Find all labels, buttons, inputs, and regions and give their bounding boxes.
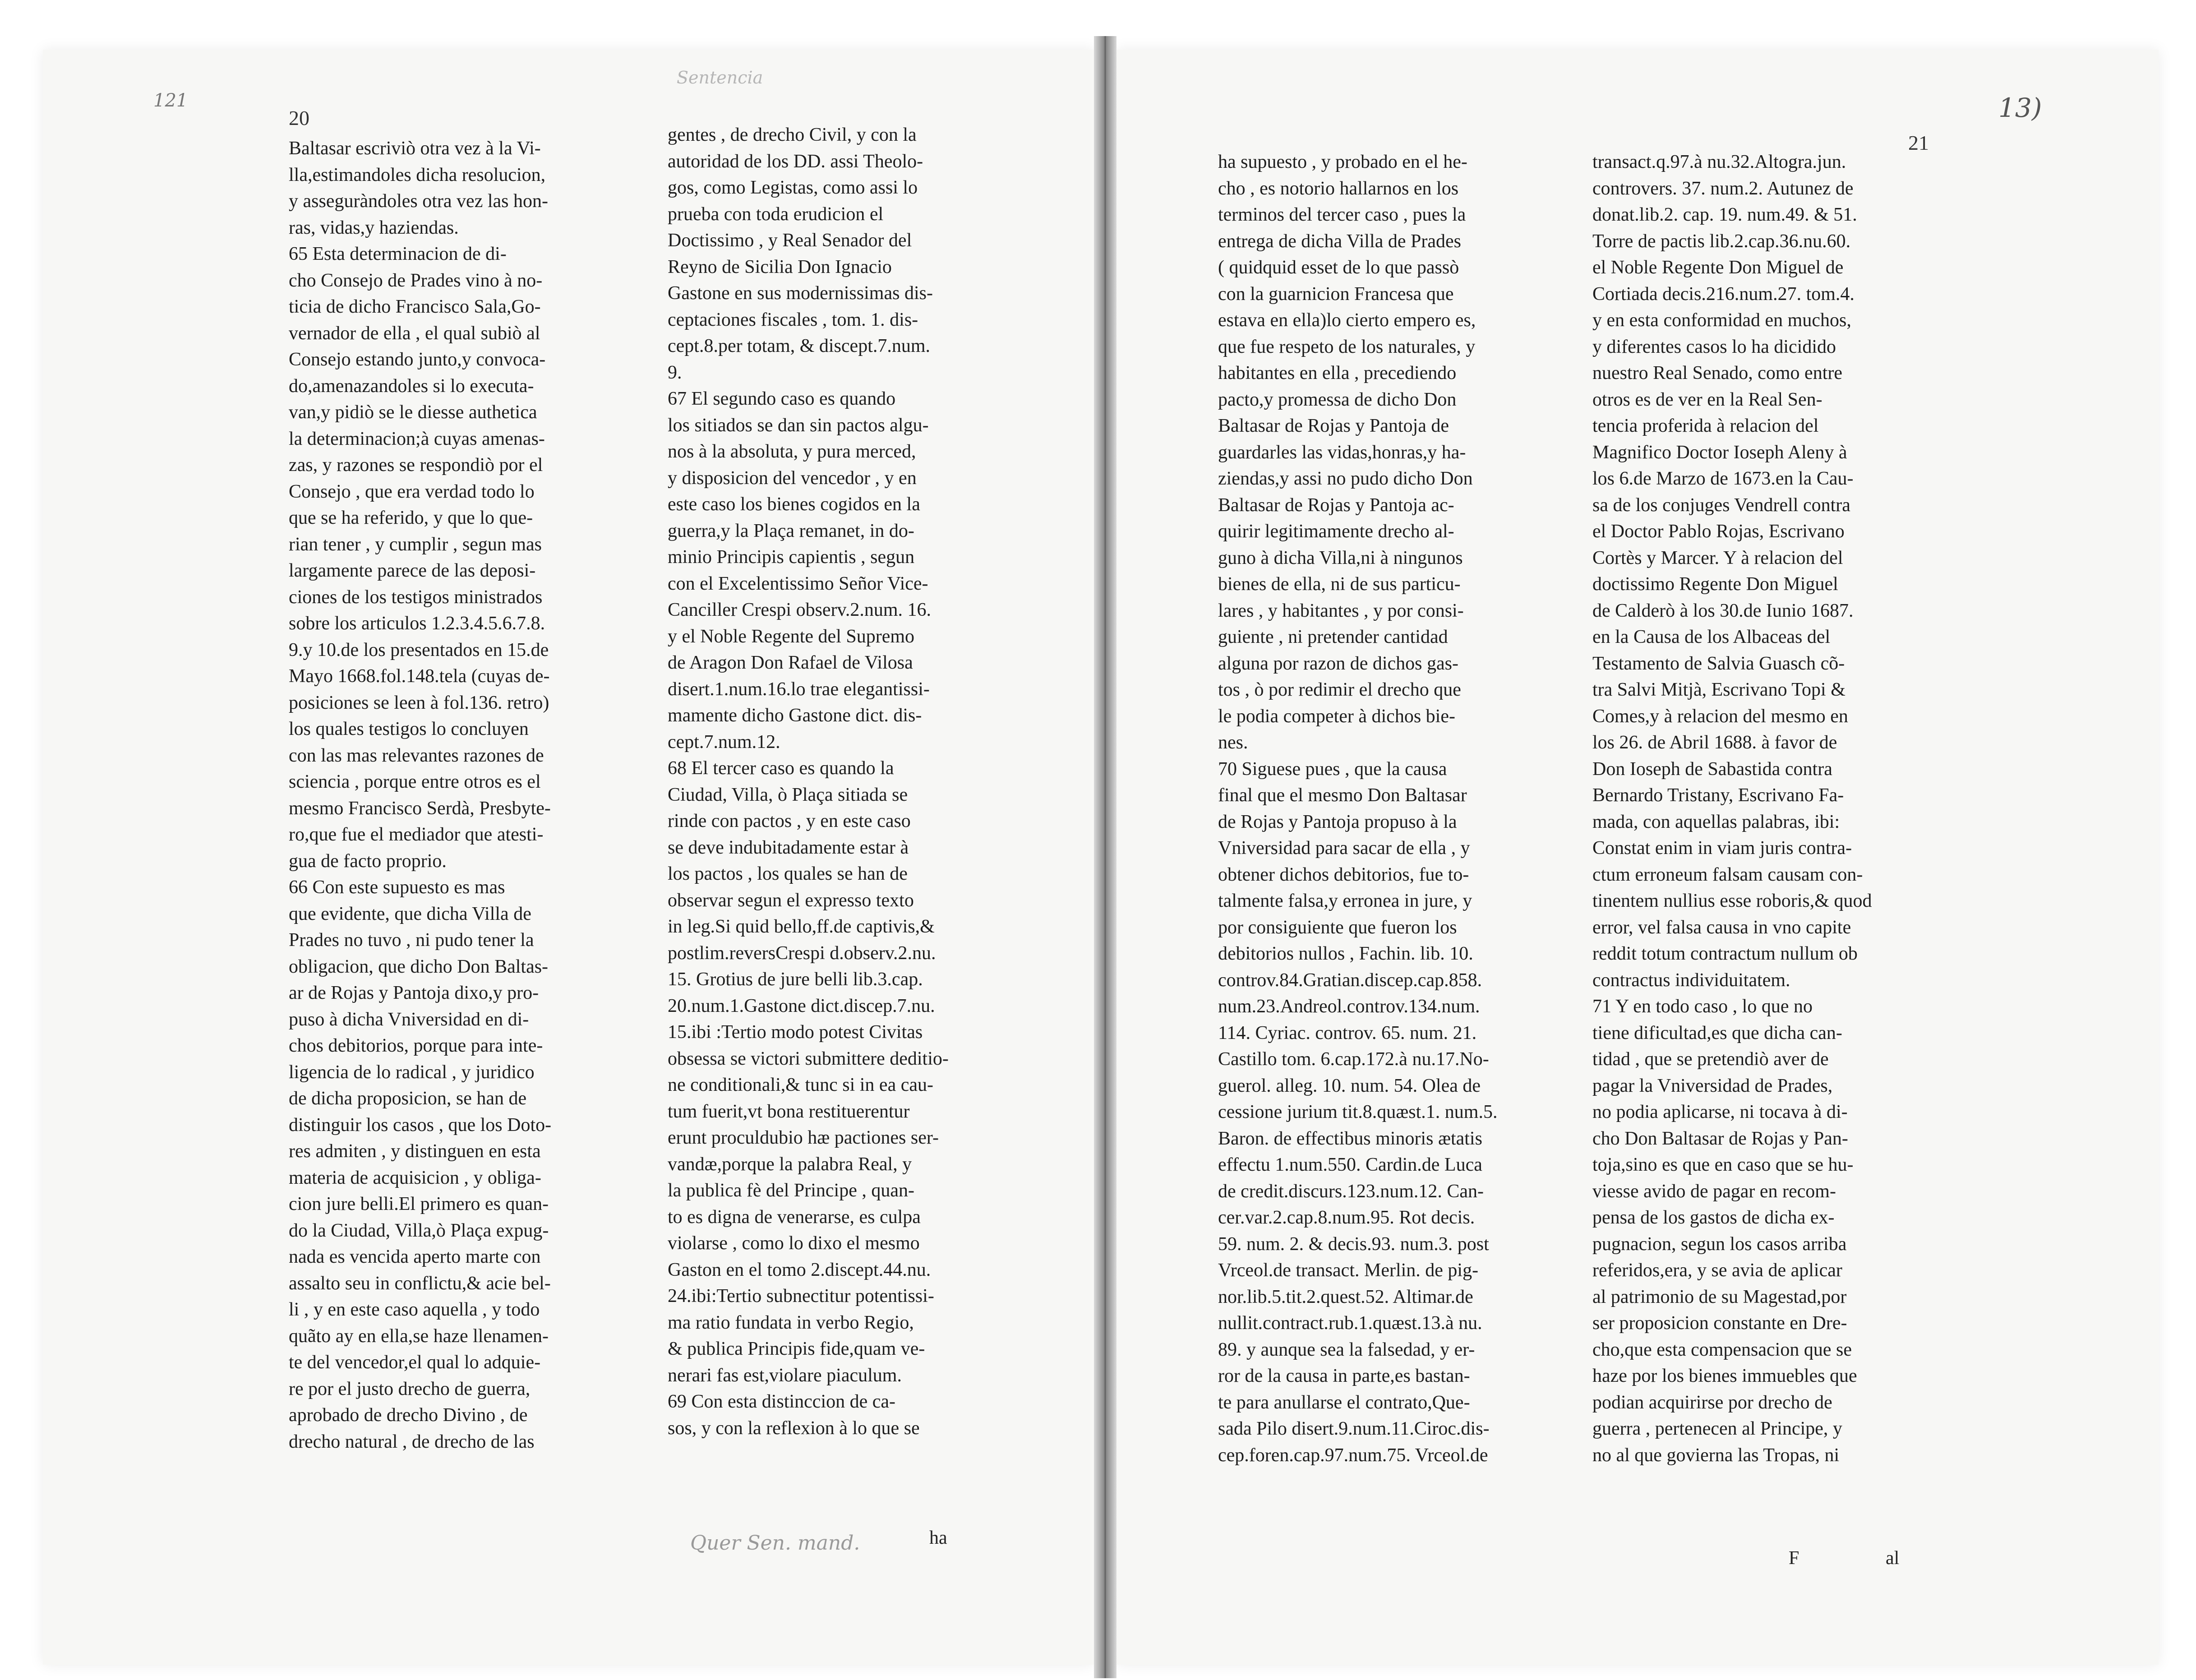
right-page-number: 21 xyxy=(1908,131,1929,154)
folio-handwritten-number: 13) xyxy=(1998,92,2042,123)
faded-header-note: Sentencia xyxy=(677,68,763,88)
left-column-2-text: gentes , de drecho Civil, y con la autoridad de los DD. assi Theolo- gos, como Legistas, como assi lo prueba con toda erudicion el Doctissimo , y Real Senador del Reyno de Sicilia Don Ignacio Gastone en sus modernissimas dis- ceptaciones fiscales , tom. 1. dis- cept.8.per totam, & discept.7.num. 9. 67 El segundo caso es quando los sitiados se dan sin pactos algu- nos à la absoluta, y pura merced, y disposicion del vencedor , y en este caso los bienes cogidos en la guerra,y la Plaça remanet, in do- minio Principis capientis , segun con el Excelentissimo Señor Vice- Canciller Crespi observ.2.num. 16. y el Noble Regente del Supremo de Aragon Don Rafael de Vilosa disert.1.num.16.lo trae elegantissi- mamente dicho Gastone dict. dis- cept.7.num.12. 68 El tercer caso es quando la Ciudad, Villa, ò Plaça sitiada se rinde con pactos , y en este caso se deve indubitadamente estar à los pactos , los quales se han de observar segun el expresso texto in leg.Si quid bello,ff.de captivis,& postlim.reversCrespi d.observ.2.nu. 15. Grotius de jure belli lib.3.cap. 20.num.1.Gastone dict.discep.7.nu. 15.ibi :Tertio modo potest Civitas obsessa se victori submittere deditio- ne conditionali,& tunc si in ea cau- tum fuerit,vt bona restituerentur erunt proculdubio hæ pactiones ser- vandæ,porque la palabra Real, y la publica fè del Principe , quan- to es digna de venerarse, es culpa violarse , como lo dixo el mesmo Gaston en el tomo 2.discept.44.nu. 24.ibi:Tertio subnectitur potentissi- ma ratio fundata in verbo Regio, & publica Principis fide,quam ve- nerari fas est,violare piaculum. 69 Con esta distinccion de ca- sos, y con la reflexion à lo que se xyxy=(668,125,949,1439)
left-column-2 xyxy=(668,122,1010,1441)
left-catchword: ha xyxy=(929,1528,947,1548)
bottom-handwritten-note: Quer Sen. mand. xyxy=(690,1532,860,1555)
right-column-1-text: ha supuesto , y probado en el he- cho , es notorio hallarnos en los terminos del tercer caso , pues la entrega de dicha Villa de Prades ( quidquid esset de lo que passò con la guarnicion Francesa que estava en ella)lo cierto empero es, que fue respeto de los naturales, y habitantes en ella , precediendo pacto,y promessa de dicho Don Baltasar de Rojas y Pantoja de guardarles las vidas,honras,y ha- ziendas,y assi no pudo dicho Don Baltasar de Rojas y Pantoja ac- quirir legitimamente drecho al- guno à dicha Villa,ni à ningunos bienes de ella, ni de sus particu- lares , y habitantes , y por consi- guiente , ni pretender cantidad alguna por razon de dichos gas- tos , ò por redimir el drecho que le podia competer à dichos bie- nes. 70 Siguese pues , que la causa final que el mesmo Don Baltasar de Rojas y Pantoja propuso à la Vniversidad para sacar de ella , y obtener dichos debitorios, fue to- talmente falsa,y erronea in jure, y por consiguiente que fueron los debitorios nullos , Fachin. lib. 10. controv.84.Gratian.discep.cap.858. num.23.Andreol.controv.134.num. 114. Cyriac. controv. 65. num. 21. Castillo tom. 6.cap.172.à nu.17.No- guerol. alleg. 10. num. 54. Olea de cessione jurium tit.8.quæst.1. num.5. Baron. de effectibus minoris ætatis effectu 1.num.550. Cardin.de Luca de credit.discurs.123.num.12. Can- cer.var.2.cap.8.num.95. Rot decis. 59. num. 2. & decis.93. num.3. post Vrceol.de transact. Merlin. de pig- nor.lib.5.tit.2.quest.52. Altimar.de nullit.contract.rub.1.quæst.13.à nu. 89. y aunque sea la falsedad, y er- ror de la causa in parte,es bastan- te para anullarse el contrato,Que- sada Pilo disert.9.num.11.Ciroc.dis- cep.foren.cap.97.num.75. Vrceol.de xyxy=(1218,152,1498,1466)
book-spine xyxy=(1094,36,1116,1678)
right-column-1 xyxy=(1218,149,1561,1468)
right-column-2-text: transact.q.97.à nu.32.Altogra.jun. controvers. 37. num.2. Autunez de donat.lib.2. cap. 19. num.49. & 51. Torre de pactis lib.2.cap.36.nu.60. el Noble Regente Don Miguel de Cortiada decis.216.num.27. tom.4. y en esta conformidad en muchos, y diferentes casos lo ha dicidido nuestro Real Senado, como entre otros es de ver en la Real Sen- tencia proferida à relacion del Magnifico Doctor Ioseph Aleny à los 6.de Marzo de 1673.en la Cau- sa de los conjuges Vendrell contra el Doctor Pablo Rojas, Escrivano Cortès y Marcer. Y à relacion del doctissimo Regente Don Miguel de Calderò à los 30.de Iunio 1687. en la Causa de los Albaceas del Testamento de Salvia Guasch cõ- tra Salvi Mitjà, Escrivano Topi & Comes,y à relacion del mesmo en los 26. de Abril 1688. à favor de Don Ioseph de Sabastida contra Bernardo Tristany, Escrivano Fa- mada, con aquellas palabras, ibi: Constat enim in viam juris contra- ctum erroneum falsam causam con- tinentem nullius esse roboris,& quod error, vel falsa causa in vno capite reddit totum contractum nullum ob contractus individuitatem. 71 Y en todo caso , lo que no tiene dificultad,es que dicha can- tidad , que se pretendiò aver de pagar la Vniversidad de Prades, no podia aplicarse, ni tocava à di- cho Don Baltasar de Rojas y Pan- toja,sino es que en caso que se hu- viesse avido de pagar en recom- pensa de los gastos de dicha ex- pugnacion, segun los casos arriba referidos,era, y se avia de aplicar al patrimonio de su Magestad,por ser proposicion constante en Dre- cho,que esta compensacion que se haze por los bienes immuebles que podian acquirirse por drecho de guerra , pertenecen al Principe, y no al que govierna las Tropas, ni xyxy=(1592,152,1872,1466)
left-page-number: 20 xyxy=(289,106,309,129)
left-column-1 xyxy=(289,135,632,1455)
signature-mark: F xyxy=(1789,1548,1799,1569)
corner-handwritten-note: 121 xyxy=(153,90,188,111)
right-column-2 xyxy=(1592,149,1935,1468)
right-catchword: al xyxy=(1886,1548,1900,1569)
left-column-1-text: Baltasar escriviò otra vez à la Vi- lla,estimandoles dicha resolucion, y asseguràndoles otra vez las hon- ras, vidas,y haziendas. 65 Esta determinacion de di- cho Consejo de Prades vino à no- ticia de dicho Francisco Sala,Go- vernador de ella , el qual subiò al Consejo estando junto,y convoca- do,amenazandoles si lo executa- van,y pidiò se le diesse authetica la determinacion;à cuyas amenas- zas, y razones se respondiò por el Consejo , que era verdad todo lo que se ha referido, y que lo que- rian tener , y cumplir , segun mas largamente parece de las deposi- ciones de los testigos ministrados sobre los articulos 1.2.3.4.5.6.7.8. 9.y 10.de los presentados en 15.de Mayo 1668.fol.148.tela (cuyas de- posiciones se leen à fol.136. retro) los quales testigos lo concluyen con las mas relevantes razones de sciencia , porque entre otros es el mesmo Francisco Serdà, Presbyte- ro,que fue el mediador que atesti- gua de facto proprio. 66 Con este supuesto es mas que evidente, que dicha Villa de Prades no tuvo , ni pudo tener la obligacion, que dicho Don Baltas- ar de Rojas y Pantoja dixo,y pro- puso à dicha Vniversidad en di- chos debitorios, porque para inte- ligencia de lo radical , y juridico de dicha proposicion, se han de distinguir los casos , que los Doto- res admiten , y distinguen en esta materia de acquisicion , y obliga- cion jure belli.El primero es quan- do la Ciudad, Villa,ò Plaça expug- nada es vencida aperto marte con assalto seu in conflictu,& acie bel- li , y en este caso aquella , y todo quãto ay en ella,se haze llenamen- te del vencedor,el qual lo adquie- re por el justo drecho de guerra, aprobado de drecho Divino , de drecho natural , de drecho de las xyxy=(289,138,552,1452)
